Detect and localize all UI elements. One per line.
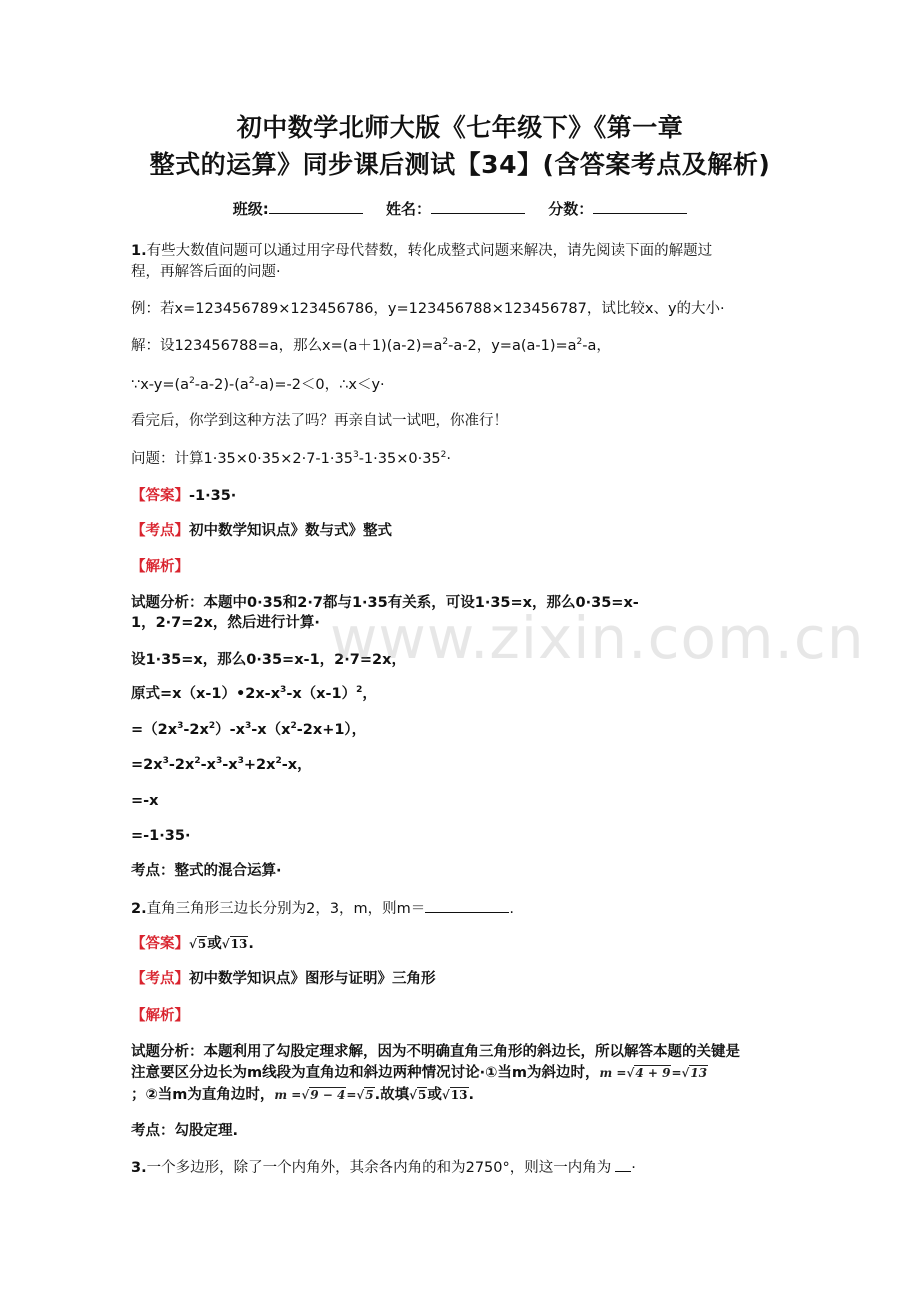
sup: 2 [440, 450, 447, 461]
q2-an3-c: 或 [427, 1087, 442, 1103]
name-blank[interactable] [431, 199, 525, 214]
score-field [548, 200, 687, 218]
formula-hyp [600, 1065, 709, 1080]
q2-an3-a: ；②当m为直角边时， [131, 1087, 275, 1103]
class-blank[interactable] [269, 199, 363, 214]
an5-e: -2x+1）， [296, 722, 367, 738]
q1-stem-line1 [131, 241, 791, 261]
q2-an3-d: . [468, 1087, 475, 1103]
q2-answer-blank[interactable] [425, 898, 509, 913]
an5-d: -x（x [251, 722, 291, 738]
radicand: 13 [230, 937, 248, 951]
radical-sign: √ [221, 937, 230, 951]
q2-point-text: 初中数学知识点》图形与证明》三角形 [189, 971, 436, 987]
an6-e: +2x [243, 757, 276, 773]
q1-analysis-line4 [131, 684, 791, 704]
sup: 2 [194, 756, 201, 767]
doc-title-line2: 整式的运算》同步课后测试【34】(含答案考点及解析) [149, 150, 771, 179]
q1-analysis-line1: 试题分析：本题中0·35和2·7都与1·35有关系，可设1·35=x，那么0·35=x- [131, 595, 639, 611]
class-field [233, 200, 363, 218]
answer-tag: 【答案】 [131, 936, 189, 952]
q2-analysis-line2 [131, 1063, 791, 1083]
q1-stem-line2: 程，再解答后面的问题· [131, 264, 281, 280]
student-info-row [0, 198, 920, 219]
radicand: 9 − 4 [310, 1088, 346, 1102]
score-label: 分数： [548, 200, 594, 218]
an5-b: -2x [183, 722, 209, 738]
radical-sign: √ [681, 1066, 690, 1080]
q1-compare [131, 375, 791, 395]
sqrt-5 [189, 936, 207, 951]
name-label: 姓名： [385, 200, 431, 218]
score-blank[interactable] [593, 199, 687, 214]
q1-cmp-a: ∵x-y=(a [131, 377, 190, 393]
an6-c: -x [200, 757, 216, 773]
answer-end: . [248, 936, 254, 952]
an5-c: ）-x [215, 722, 245, 738]
class-label: 班级: [232, 200, 269, 218]
q1-analysis-line5 [131, 720, 791, 740]
m-equals: m = [274, 1088, 302, 1102]
an6-d: -x [222, 757, 238, 773]
q1-cmp-c: -a)=-2＜0，∴x＜y· [254, 377, 385, 393]
radical-sign: √ [301, 1088, 310, 1102]
sqrt-13 [222, 936, 249, 951]
radical-sign: √ [189, 937, 197, 951]
an4-a: 原式=x（x-1）•2x-x [131, 686, 281, 702]
q1-problem-b: -1·35×0·35 [358, 451, 441, 467]
analysis-tag: 【解析】 [131, 559, 189, 575]
sup: 3 [244, 721, 252, 732]
q1-analysis-line8: =-1·35· [131, 828, 191, 844]
an5-a: =（2x [131, 722, 178, 738]
q3-stem [131, 1157, 791, 1178]
radical-sign: √ [409, 1088, 418, 1102]
sup: 2 [290, 721, 297, 732]
sup: 3 [177, 721, 184, 732]
equals: = [671, 1066, 682, 1080]
name-field [386, 200, 525, 218]
q2-an2-text: 注意要区分边长为m线段为直角边和斜边两种情况讨论·①当m为斜边时， [131, 1065, 600, 1081]
q1-sol-a: 解：设123456788=a，那么x=(a＋1)(a-2)=a [131, 338, 443, 354]
sqrt-13 [442, 1087, 469, 1102]
q1-cmp-b: -a-2)-(a [194, 377, 249, 393]
q1-prompt: 看完后，你学到这种方法了吗？再亲自试一试吧，你准行！ [131, 413, 508, 429]
doc-title-line1: 初中数学北师大版《七年级下》《第一章 [236, 113, 684, 142]
q1-stem-a: 有些大数值问题可以通过用字母代替数，转化成整式问题来解决，请先阅读下面的解题过 [146, 243, 713, 259]
q1-problem-c: · [446, 451, 451, 467]
q1-analysis-line2: 1，2·7=2x，然后进行计算· [131, 615, 320, 631]
q3-number: 3. [131, 1160, 147, 1176]
radicand: 5 [418, 1088, 427, 1102]
or-word: 或 [207, 936, 222, 952]
point-tag: 【考点】 [131, 971, 189, 987]
sup: 3 [162, 756, 169, 767]
q3-answer-blank[interactable] [615, 1157, 631, 1172]
q2-analysis-tag [131, 1006, 791, 1026]
sup: 2 [576, 337, 583, 348]
point-tag: 【考点】 [131, 523, 189, 539]
q1-problem-a: 问题：计算1·35×0·35×2·7-1·35 [131, 451, 353, 467]
q1-solution [131, 336, 791, 356]
sup: 3 [280, 685, 287, 696]
q1-analysis-line6 [131, 755, 791, 775]
q1-problem [131, 449, 791, 469]
sup: 3 [215, 756, 223, 767]
q1-answer-value: -1·35· [189, 488, 237, 504]
radicand: 4 + 9 [635, 1066, 671, 1080]
watermark-text: www.zixin.com.cn [330, 604, 865, 672]
q1-number: 1. [131, 243, 147, 259]
an4-b: -x（x-1） [286, 686, 357, 702]
q2-analysis-line1: 试题分析：本题利用了勾股定理求解，因为不明确直角三角形的斜边长，所以解答本题的关键是 [131, 1044, 740, 1060]
m-equals: m = [599, 1066, 627, 1080]
radical-sign: √ [441, 1088, 450, 1102]
sup: 2 [248, 376, 255, 387]
q1-analysis-line7: =-x [131, 793, 159, 809]
q1-sol-c: -a， [582, 338, 611, 354]
radicand: 13 [690, 1066, 708, 1080]
formula-leg [274, 1087, 374, 1102]
q1-analysis-tag [131, 557, 791, 577]
sup: 2 [275, 756, 282, 767]
q3-stem-text: 一个多边形，除了一个内角外，其余各内角的和为2750°，则这一内角为 [146, 1160, 612, 1176]
sup: 2 [442, 337, 449, 348]
sup: 2 [356, 685, 363, 696]
q1-knowledge-point: 考点：整式的混合运算· [131, 863, 282, 879]
q1-point [131, 521, 791, 541]
equals: = [346, 1088, 357, 1102]
q2-knowledge-point: 考点：勾股定理. [131, 1123, 239, 1139]
q2-stem-text: 直角三角形三边长分别为2，3，m，则m＝ [146, 901, 426, 917]
an6-b: -2x [168, 757, 195, 773]
q1-point-text: 初中数学知识点》数与式》整式 [189, 523, 392, 539]
radicand: 13 [450, 1088, 468, 1102]
q1-example: 例：若x=123456789×123456786，y=123456788×123456787，试比较x、y的大小· [131, 301, 725, 317]
q2-stem: 2.直角三角形三边长分别为2，3，m，则m＝ . [131, 898, 791, 919]
sup: 3 [352, 450, 359, 461]
sqrt-5 [409, 1087, 427, 1102]
q1-analysis-line3: 设1·35=x，那么0·35=x-1，2·7=2x， [131, 652, 406, 668]
q1-answer [131, 486, 791, 506]
answer-tag: 【答案】 [131, 488, 189, 504]
sup: 3 [237, 756, 244, 767]
q2-analysis-line3 [131, 1085, 791, 1105]
an6-f: -x， [281, 757, 312, 773]
sup: 2 [208, 721, 216, 732]
q3-end: · [631, 1160, 636, 1176]
radical-sign: √ [626, 1066, 635, 1080]
analysis-tag: 【解析】 [131, 1008, 189, 1024]
q1-sol-b: -a-2，y=a(a-1)=a [448, 338, 577, 354]
q2-number: 2. [131, 901, 147, 917]
radical-sign: √ [356, 1088, 365, 1102]
q2-answer [131, 934, 791, 954]
radicand: 5 [365, 1088, 374, 1102]
q2-point [131, 969, 791, 989]
q2-an3-b: .故填 [374, 1087, 410, 1103]
an6-a: =2x [131, 757, 163, 773]
radicand: 5 [197, 937, 207, 951]
sup: 2 [189, 376, 195, 387]
an4-c: ， [362, 686, 377, 702]
